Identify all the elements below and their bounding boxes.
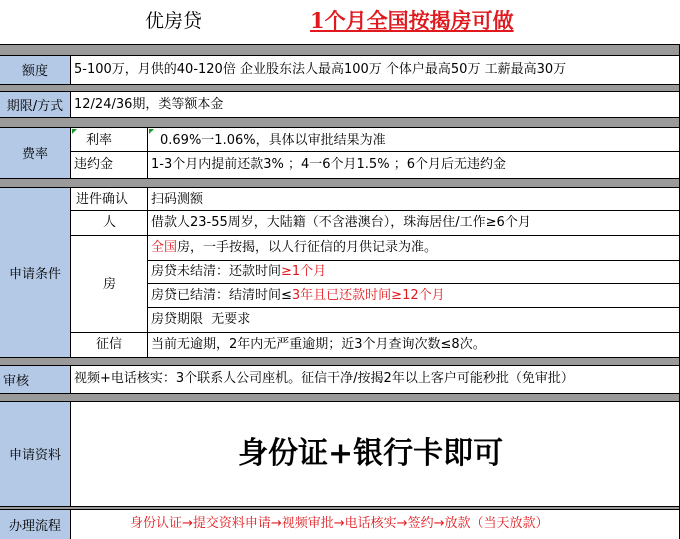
review-label-cell — [0, 365, 70, 393]
conditions-label-cell — [0, 187, 70, 357]
entry-value: 扫码测额 — [151, 192, 204, 207]
amount-value: 5-100万，月供的40-120倍 企业股东法人最高100万 个体户最高50万 工薪最高30万 — [74, 62, 567, 77]
house-line-3 — [151, 289, 445, 302]
review-label: 审核 — [3, 373, 30, 389]
person-label: 人 — [103, 215, 117, 230]
house-label: 房 — [103, 277, 117, 292]
term-label: 期限/方式 — [6, 98, 64, 114]
process-label-cell — [0, 509, 70, 539]
house-line-1-highlight: 全国 — [151, 240, 178, 255]
house-line-2-highlight: ≥1个月 — [281, 264, 327, 279]
separator — [0, 178, 680, 187]
materials-label: 申请资料 — [8, 448, 61, 463]
fee-label-cell — [0, 127, 70, 178]
amount-label: 额度 — [21, 64, 48, 79]
amount-label-cell — [0, 55, 70, 84]
term-value: 12/24/36期，类等额本金 — [74, 97, 224, 112]
fee-label: 费率 — [21, 147, 48, 162]
house-line-3-text: 房贷已结清：结清时间≤ — [151, 288, 292, 303]
entry-label: 进件确认 — [76, 192, 129, 207]
separator — [0, 393, 680, 401]
house-line-2 — [151, 265, 326, 278]
headline: 1个月全国按揭房可做 — [310, 8, 514, 33]
separator — [0, 117, 680, 127]
materials-label-cell — [0, 401, 70, 506]
review-value: 视频+电话核实：3个联系人公司座机。征信干净/按揭2年以上客户可能秒批（免审批） — [74, 371, 574, 386]
house-line-1 — [151, 241, 437, 254]
term-label-cell — [0, 91, 70, 117]
separator — [0, 357, 680, 365]
process-value: 身份认证→提交资料申请→视频审批→电话核实→签约→放款（当天放款） — [130, 516, 549, 531]
cell-marker-icon — [72, 129, 77, 134]
conditions-label: 申请条件 — [8, 266, 61, 282]
header — [0, 0, 680, 44]
house-line-2-text: 房贷未结清：还款时间 — [151, 264, 282, 279]
separator — [0, 84, 680, 91]
title: 优房贷 — [145, 10, 203, 32]
separator — [0, 45, 680, 55]
house-line-3-highlight: 3年且已还款时间≥12个月 — [291, 288, 445, 303]
penalty-label: 违约金 — [74, 157, 114, 172]
penalty-value: 1-3个月内提前还款3% ；4一6个月1.5% ；6个月后无违约金 — [151, 157, 506, 172]
cell-marker-icon — [149, 129, 154, 134]
materials-value: 身份证+银行卡即可 — [238, 436, 504, 471]
house-line-1-text: 房，一手按揭，以人行征信的月供记录为准。 — [177, 240, 438, 255]
credit-value: 当前无逾期，2年内无严重逾期；近3个月查询次数≤8次。 — [151, 337, 486, 352]
process-label: 办理流程 — [8, 518, 61, 534]
person-value: 借款人23-55周岁，大陆籍（不含港澳台），珠海居住/工作≥6个月 — [151, 215, 531, 230]
house-line-4: 房贷期限 无要求 — [151, 312, 251, 327]
rate-label: 利率 — [86, 133, 113, 148]
credit-label: 征信 — [96, 337, 123, 352]
rate-value: 0.69%一1.06%，具体以审批结果为准 — [160, 133, 386, 148]
